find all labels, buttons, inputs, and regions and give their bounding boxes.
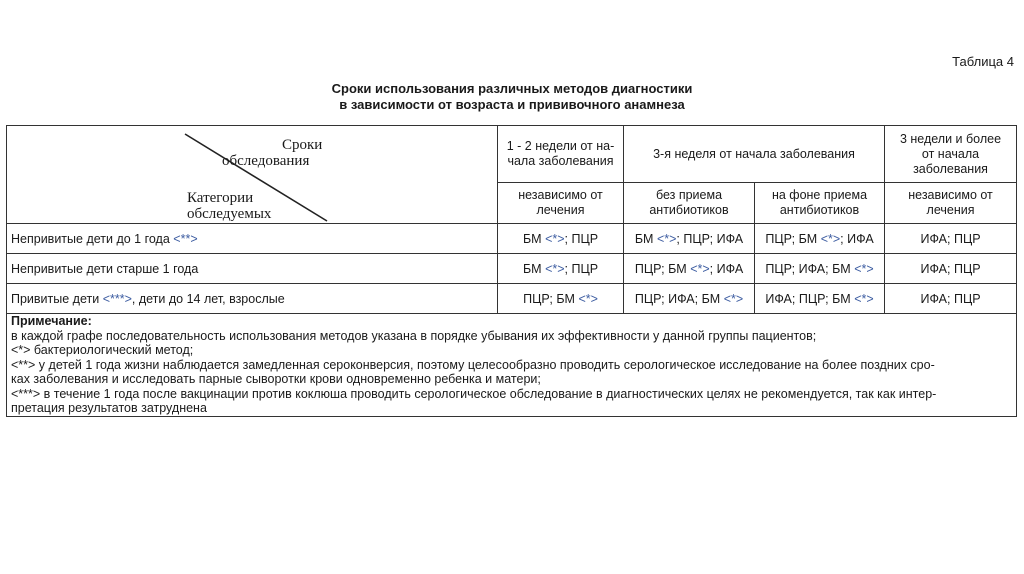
notes-title: Примечание: <box>11 314 92 328</box>
notes-row <box>7 314 1017 417</box>
row-label: Непривитые дети старше 1 года <box>7 254 498 284</box>
table-cell: ПЦР; БМ <*>; ИФА <box>755 224 885 254</box>
category-label-line-1: Категории <box>187 190 254 206</box>
table-cell: ПЦР; ИФА; БМ <*> <box>624 284 755 314</box>
row-label: Непривитые дети до 1 года <**> <box>7 224 498 254</box>
table-cell: БМ <*>; ПЦР <box>498 254 624 284</box>
footnote-ref: <*> <box>723 291 744 306</box>
header-category-label <box>187 190 271 222</box>
footnote-ref: <*> <box>854 291 874 306</box>
table-title <box>0 81 1024 113</box>
header-diagonal-cell <box>7 126 498 224</box>
sub-header-any-treatment-1: независимо от лечения <box>498 183 624 224</box>
sub-header-with-antibiotics: на фоне приема антибиотиков <box>755 183 885 224</box>
footnote-ref: <*> <box>578 291 598 306</box>
header-row-1 <box>7 126 1017 183</box>
period-label-line-1: Сроки <box>282 137 323 153</box>
footnote-ref: <*> <box>545 231 565 246</box>
footnote-ref: <*> <box>854 261 874 276</box>
row-label: Привитые дети <***>, дети до 14 лет, взрослые <box>7 284 498 314</box>
footnote-ref: <*> <box>820 231 841 246</box>
title-line-2: в зависимости от возраста и прививочного анамнеза <box>339 97 685 112</box>
table-cell: ИФА; ПЦР <box>885 254 1017 284</box>
note-line: претация результатов затруднена <box>11 401 207 415</box>
table-number: Таблица 4 <box>952 54 1014 69</box>
header-period-label <box>194 137 322 169</box>
footnote-ref: <*> <box>545 261 565 276</box>
period-label-line-2: обследования <box>222 153 310 169</box>
header-week-3-plus: 3 недели и более от начала заболевания <box>885 126 1017 183</box>
table-cell: ПЦР; ИФА; БМ <*> <box>755 254 885 284</box>
table-cell: ПЦР; БМ <*>; ИФА <box>624 254 755 284</box>
table-row <box>7 224 1017 254</box>
header-week-1-2: 1 - 2 недели от на- чала заболевания <box>498 126 624 183</box>
note-line: ках заболевания и исследовать парные сыворотки крови одновременно ребенка и матери; <box>11 372 541 386</box>
table-cell: ИФА; ПЦР <box>885 284 1017 314</box>
header-week-3: 3-я неделя от начала заболевания <box>624 126 885 183</box>
footnote-ref: <***> <box>102 291 132 306</box>
footnote-ref: <*> <box>656 231 677 246</box>
notes-cell <box>7 314 1017 417</box>
table-cell: БМ <*>; ПЦР <box>498 224 624 254</box>
sub-header-any-treatment-2: независимо от лечения <box>885 183 1017 224</box>
table-row <box>7 254 1017 284</box>
table-cell: ИФА; ПЦР <box>885 224 1017 254</box>
footnote-ref: <**> <box>173 231 198 246</box>
table-row <box>7 284 1017 314</box>
table-cell: ПЦР; БМ <*> <box>498 284 624 314</box>
note-line: <***> в течение 1 года после вакцинации против коклюша проводить серологическое обследование в диагностических целях не рекомендуется, так как интер- <box>11 386 937 401</box>
category-label-line-2: обследуемых <box>187 206 272 222</box>
note-line: в каждой графе последовательность использования методов указана в порядке убывания их эффективности у данной группы пациентов; <box>11 328 817 343</box>
title-line-1: Сроки использования различных методов диагностики <box>331 81 693 96</box>
note-line: <*> бактериологический метод; <box>11 343 194 357</box>
note-line: <**> у детей 1 года жизни наблюдается замедленная сероконверсия, поэтому целесообразно проводить серологическое исследование на более поздних сро- <box>11 357 935 372</box>
diagnostics-table <box>6 125 1017 417</box>
sub-header-no-antibiotics: без приема антибиотиков <box>624 183 755 224</box>
table-cell: БМ <*>; ПЦР; ИФА <box>624 224 755 254</box>
footnote-ref: <*> <box>690 261 710 276</box>
table-cell: ИФА; ПЦР; БМ <*> <box>755 284 885 314</box>
